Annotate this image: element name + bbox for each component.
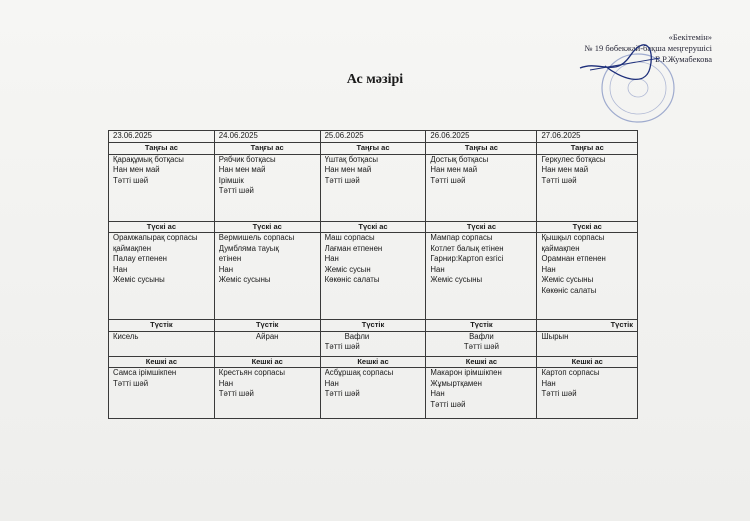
menu-item: Нан мен май [430, 165, 478, 174]
breakfast-header-row [109, 143, 638, 155]
menu-item: Тәтті шәй [324, 342, 360, 351]
menu-cell [320, 331, 426, 356]
menu-item: Самса ірімшікпен [113, 368, 177, 377]
menu-item: Нан [541, 378, 556, 388]
date-cell: 23.06.2025 [109, 131, 215, 143]
section-header: Түстік [214, 320, 320, 332]
section-header: Кешкі ас [214, 356, 320, 368]
section-header: Кешкі ас [320, 356, 426, 368]
menu-cell [214, 331, 320, 356]
date-cell: 25.06.2025 [320, 131, 426, 143]
menu-cell [109, 331, 215, 356]
section-header: Кешкі ас [426, 356, 537, 368]
menu-item: Орамнан етпенен [541, 254, 606, 263]
section-header: Түстік [426, 320, 537, 332]
approval-line-2: № 19 бөбекжай-бақша меңгерушісі [584, 43, 712, 53]
menu-item: Крестьян сорпасы [218, 368, 285, 377]
menu-item: Котлет балық етінен [430, 243, 504, 253]
menu-item: Тәтті шәй [541, 389, 577, 398]
menu-item: Макарон ірімшікпен [430, 368, 502, 377]
snack-items-row [109, 331, 638, 356]
menu-item: Нан [218, 378, 234, 388]
menu-item: Асбұршақ сорпасы [324, 368, 394, 377]
section-header: Кешкі ас [109, 356, 215, 368]
menu-item: Палау етпенен [113, 254, 167, 263]
menu-item: Шырын [541, 331, 569, 341]
section-header: Таңғы ас [537, 143, 638, 155]
menu-item: Жеміс сусыны [541, 275, 594, 284]
menu-item: Нан мен май [324, 165, 372, 174]
menu-item: қаймақпен [113, 243, 152, 253]
menu-table [108, 130, 638, 419]
menu-item: Вермишель сорпасы [218, 233, 295, 242]
menu-item: Рябчик ботқасы [218, 154, 276, 164]
date-cell: 26.06.2025 [426, 131, 537, 143]
section-header: Түскі ас [426, 221, 537, 233]
menu-item: Жұмыртқамен [430, 378, 482, 388]
menu-item: Тәтті шәй [463, 342, 499, 351]
section-header: Түскі ас [109, 221, 215, 233]
menu-item: Жеміс сусын [324, 264, 371, 274]
menu-item: Нан мен май [113, 165, 160, 174]
section-header: Түскі ас [537, 221, 638, 233]
menu-item: Нан [430, 264, 445, 274]
menu-item: Тәтті шәй [218, 389, 254, 398]
menu-item: Жеміс сусыны [430, 275, 483, 284]
approval-line-1: «Бекітемін» [668, 32, 712, 42]
section-header: Таңғы ас [109, 143, 215, 155]
menu-item: Нан [218, 264, 234, 274]
menu-item: Тәтті шәй [541, 175, 577, 185]
menu-item: Геркулес ботқасы [541, 154, 606, 164]
menu-cell [426, 368, 537, 419]
menu-cell [320, 154, 426, 221]
menu-cell [109, 368, 215, 419]
menu-item: Тәтті шәй [113, 175, 149, 185]
menu-item: Тәтті шәй [218, 186, 254, 195]
menu-item: Маш сорпасы [324, 233, 375, 242]
menu-cell [537, 331, 638, 356]
menu-item: Тәтті шәй [430, 175, 466, 185]
dinner-header-row [109, 356, 638, 368]
menu-item: Тәтті шәй [430, 399, 466, 409]
section-header: Түстік [320, 320, 426, 332]
menu-item: Көкөніс салаты [541, 285, 597, 295]
menu-item: Мампар сорпасы [430, 233, 493, 242]
menu-cell [320, 368, 426, 419]
menu-item: Жеміс сусыны [113, 275, 165, 284]
menu-item: Вафли [469, 331, 494, 341]
menu-cell [109, 233, 215, 320]
menu-item: Орамжапырақ сорпасы [113, 233, 198, 242]
section-header: Түстік [537, 320, 638, 332]
menu-item: Гарнир:Картоп езгісі [430, 254, 504, 263]
menu-cell [109, 154, 215, 221]
menu-item: Нан мен май [218, 165, 266, 174]
menu-item: Қарақұмық ботқасы [113, 154, 184, 164]
section-header: Түскі ас [320, 221, 426, 233]
menu-cell [320, 233, 426, 320]
section-header: Таңғы ас [426, 143, 537, 155]
menu-item: Достық ботқасы [430, 154, 489, 164]
menu-item: Думбляма тауық [218, 243, 279, 253]
menu-item: Нан мен май [541, 165, 589, 174]
date-cell: 24.06.2025 [214, 131, 320, 143]
menu-cell [537, 154, 638, 221]
menu-cell [426, 154, 537, 221]
menu-item: Ірімшік [218, 175, 244, 185]
menu-cell [537, 368, 638, 419]
menu-item: қаймақпен [541, 243, 580, 253]
menu-item: Картоп сорпасы [541, 368, 600, 377]
lunch-items-row [109, 233, 638, 320]
menu-cell [426, 331, 537, 356]
section-header: Түстік [109, 320, 215, 332]
menu-item: Нан [324, 254, 339, 263]
approval-line-3: Б.Р.Жумабекова [655, 54, 712, 64]
menu-item: етінен [218, 254, 242, 263]
menu-cell [537, 233, 638, 320]
menu-cell [214, 368, 320, 419]
menu-item: Вафли [344, 331, 370, 341]
menu-item: Жеміс сусыны [218, 275, 271, 284]
date-row [109, 131, 638, 143]
date-cell: 27.06.2025 [537, 131, 638, 143]
menu-item: Нан [430, 389, 445, 398]
section-header: Кешкі ас [537, 356, 638, 368]
dinner-items-row [109, 368, 638, 419]
menu-item: Тәтті шәй [324, 389, 360, 398]
menu-item: Нан [113, 264, 128, 274]
section-header: Түскі ас [214, 221, 320, 233]
menu-cell [214, 154, 320, 221]
menu-cell [426, 233, 537, 320]
menu-item: Нан [541, 264, 556, 274]
menu-item: Тәтті шәй [113, 378, 149, 388]
section-header: Таңғы ас [320, 143, 426, 155]
menu-item: Кисель [113, 331, 139, 341]
page-title: Ас мәзірі [346, 72, 404, 87]
menu-cell [214, 233, 320, 320]
menu-item: Тәтті шәй [324, 175, 360, 185]
menu-item: Үштақ ботқасы [324, 154, 379, 164]
breakfast-items-row [109, 154, 638, 221]
menu-item: Айран [255, 331, 279, 341]
menu-item: Көкөніс салаты [324, 275, 380, 284]
menu-item: Нан [324, 378, 339, 388]
snack-header-row [109, 320, 638, 332]
menu-item: Лағман етпенен [324, 243, 383, 253]
menu-item: Қышқыл сорпасы [541, 233, 605, 242]
section-header: Таңғы ас [214, 143, 320, 155]
lunch-header-row [109, 221, 638, 233]
